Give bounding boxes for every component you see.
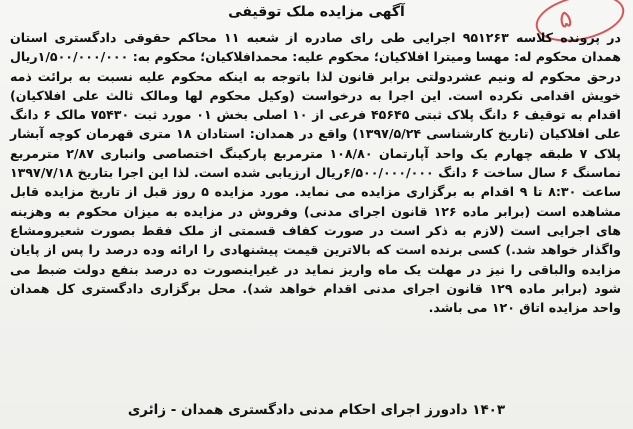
notice-body [10,28,621,317]
notice-signature: ۱۴۰۳ دادورز اجرای احکام مدنی دادگستری همدان - زائری [127,402,506,418]
notice-title: آگهی مزایده ملک توقیفی [228,4,405,20]
red-ink-mark-text: ۵ [556,4,575,35]
notice-paragraph: در پرونده کلاسه ۹۵۱۲۶۳ اجرایی طی رای صادره از شعبه ۱۱ محاکم حقوقی دادگستری استان همدان محکوم له: مهسا ومیترا افلاکیان؛ محکوم علیه: محمدافلاکیان؛ محکوم به: ۱/۵۰۰/۰۰۰/۰۰۰ریال درحق محکوم له ونیم عشردولتی برابر قانون لذا باتوجه به اینکه محکوم علیه نسبت به برائت ذمه خویش اقدامی نکرده است. این اجرا به درخواست (وکیل محکوم لها ومالک ثالث علی افلاکیان) اقدام به توقیف ۶ دانگ پلاک ثبتی ۴۵۶۴۵ فرعی از ۱۰ اصلی بخش ۰۱ مورد ثبت ۷۵۴۳۰ مالک ۶ دانگ علی افلاکیان (تاریخ کارشناسی ۱۳۹۷/۵/۲۴) واقع در همدان: استادان ۱۸ متری قهرمان کوچه آبشار پلاک ۷ طبقه چهارم یک واحد آپارتمان ۱۰۸/۸۰ مترمربع پارکینگ اختصاصی وانباری ۲/۸۷ مترمربع نماسنگ ۶ سال ساخت ۶ دانگ ۶/۵۰۰/۰۰۰/۰۰۰ریال ارزیابی شده است. لذا این اجرا بتاریخ ۱۳۹۷/۷/۱۸ ساعت ۸:۳۰ تا ۹ اقدام به برگزاری مزایده می نماید. مورد مزایده ۵ روز قبل از تاریخ مزایده قابل مشاهده است (برابر ماده ۱۲۶ قانون اجرای مدنی) وفروش در مزایده به میزان محکوم به وهزینه های اجرایی است (لازم به ذکر است در صورت کفاف قسمتی از ملک فقط بصورت شعیرومشاع واگذار خواهد شد.) کسی برنده است که بالاترین قیمت پیشنهادی را ارائه وده درصد را پس از پایان مزایده والباقی را نیز در مهلت یک ماه واریز نماید در غیراینصورت ده درصد بنفع دولت ضبط می شود (برابر ماده ۱۲۹ قانون اجرای مدنی اقدام خواهد شد). محل برگزاری دادگستری کل همدان واحد مزایده اتاق ۱۲۰ می باشد. [10,30,622,316]
